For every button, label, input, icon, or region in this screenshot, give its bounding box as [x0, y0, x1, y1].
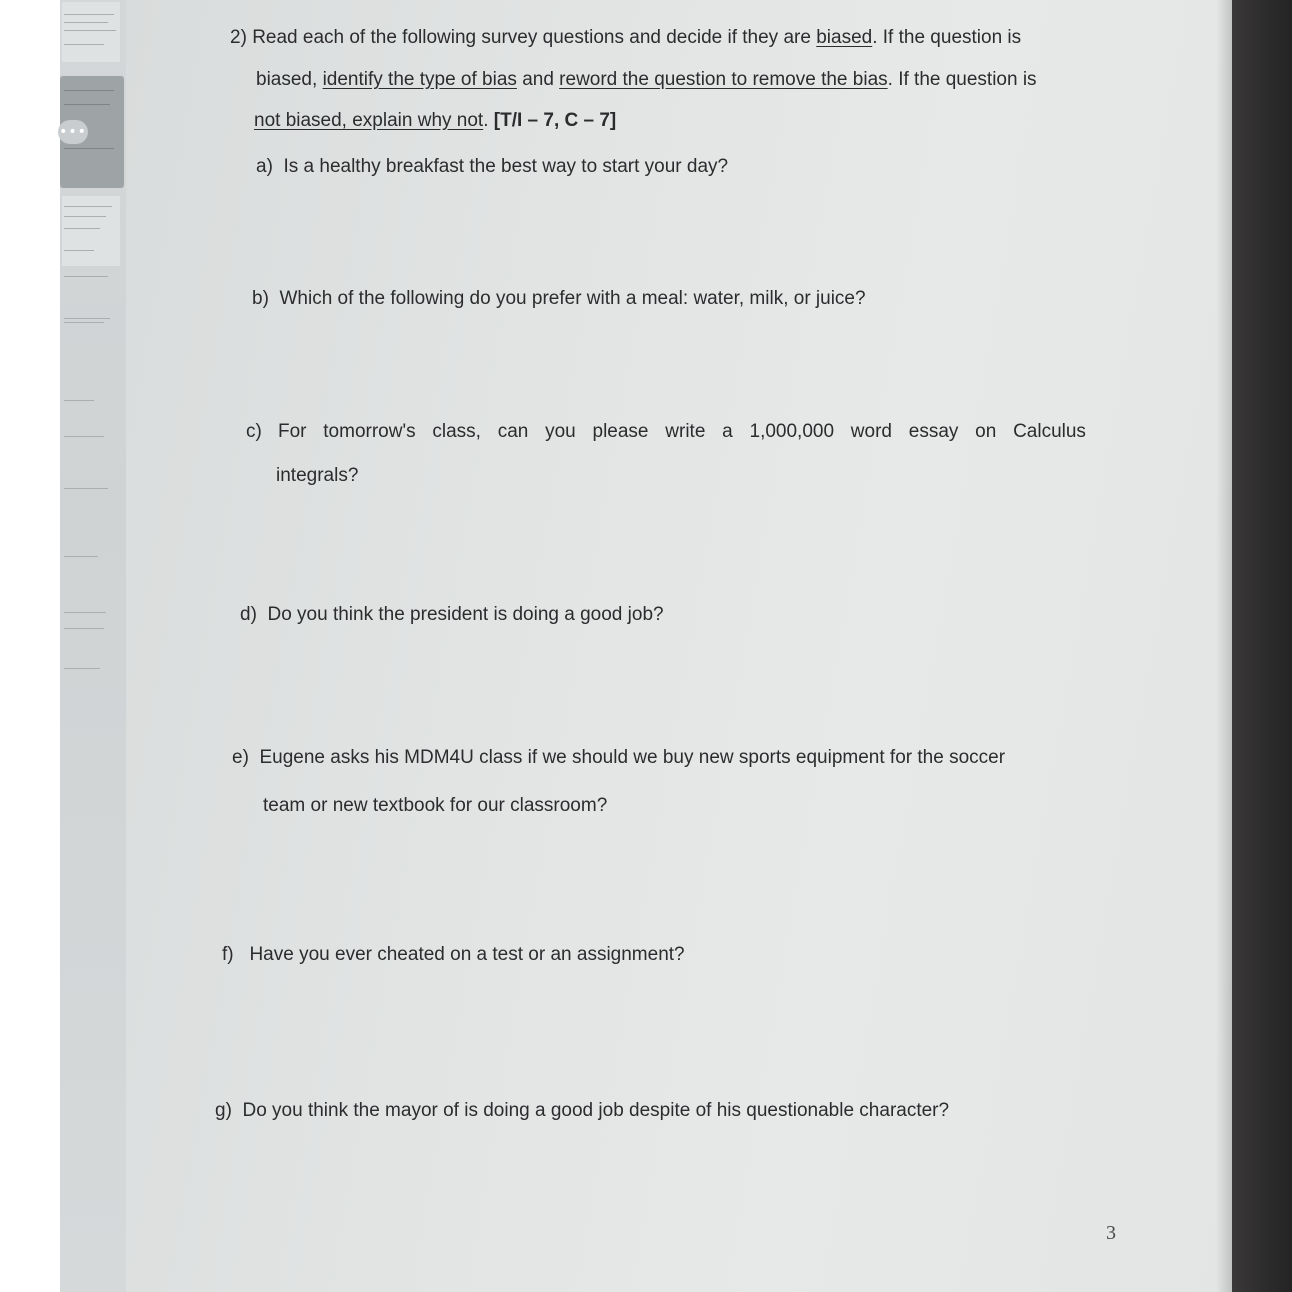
thumbnail-text-line [64, 488, 108, 489]
part-text: Eugene asks his MDM4U class if we should we buy new sports equipment for the soccer [259, 747, 1006, 768]
marks-badge: [T/I – 7, C – 7] [493, 110, 617, 131]
thumbnail-text-line [64, 22, 108, 23]
part-text: Do you think the mayor of is doing a good job despite of his questionable character? [242, 1100, 950, 1121]
thumbnail-text-line [64, 104, 110, 105]
thumbnail-text-line [64, 216, 106, 217]
part-text: Do you think the president is doing a good job? [267, 604, 664, 625]
part-b [252, 288, 866, 310]
thumbnail-text-line [64, 322, 104, 323]
thumbnail-text-line [64, 668, 100, 669]
page-thumbnail-sidebar[interactable] [60, 0, 127, 1292]
part-label: b) [252, 288, 269, 309]
part-e-line-1 [232, 747, 1005, 769]
thumbnail-text-line [64, 228, 100, 229]
identify-bias-phrase: identify the type of bias [322, 69, 517, 90]
thumbnail-text-line [64, 206, 112, 207]
thumbnail-text-line [64, 628, 104, 629]
thumbnail-text-line [64, 400, 94, 401]
thumbnail-text-line [64, 30, 116, 31]
page-thumbnail[interactable] [62, 2, 120, 62]
thumbnail-text-line [64, 90, 114, 91]
part-label: f) [222, 944, 234, 965]
thumbnail-text-line [64, 14, 114, 15]
question-number: 2) [230, 27, 247, 48]
thumbnail-text-line [64, 148, 114, 149]
part-label: e) [232, 747, 249, 768]
question-line-3: not biased, explain why not. [T/I – 7, C – 7] [254, 110, 617, 131]
part-label: g) [215, 1100, 232, 1121]
part-c-line-2: integrals? [276, 465, 359, 486]
thumbnail-text-line [64, 276, 108, 277]
part-label: a) [256, 156, 273, 177]
thumbnail-text-line [64, 556, 98, 557]
not-biased-phrase: not biased, explain why not [254, 110, 484, 131]
thumbnail-text-line [64, 436, 104, 437]
more-options-button[interactable] [58, 120, 88, 144]
page-edge-shadow [1216, 0, 1232, 1292]
thumbnail-text-line [64, 44, 104, 45]
thumbnail-text-line [64, 612, 106, 613]
biased-term: biased [816, 27, 873, 48]
part-c-line-1: For tomorrow's class, can you please write a 1,000,000 word essay on Calculus [278, 421, 1086, 442]
thumbnail-text-line [64, 250, 94, 251]
part-d [240, 604, 664, 626]
thumbnail-text-line [64, 318, 110, 319]
part-c-label: c) [246, 421, 262, 442]
part-g [215, 1100, 949, 1122]
document-page [126, 0, 1232, 1292]
part-e-line-2: team or new textbook for our classroom? [263, 795, 608, 816]
reword-question-phrase: reword the question to remove the bias [559, 69, 888, 90]
more-options-icon: ••• [59, 124, 87, 140]
part-f [222, 944, 685, 966]
question-line-1: 2) Read each of the following survey questions and decide if they are biased. If the question is [230, 27, 1022, 48]
part-a [256, 156, 728, 178]
part-label: d) [240, 604, 257, 625]
question-line-2: biased, identify the type of bias and reword the question to remove the bias. If the question is [256, 69, 1037, 90]
part-text: Is a healthy breakfast the best way to start your day? [283, 156, 729, 177]
page-number: 3 [1106, 1222, 1116, 1244]
monitor-bezel [1232, 0, 1292, 1292]
part-text: Which of the following do you prefer with a meal: water, milk, or juice? [279, 288, 866, 309]
part-text: Have you ever cheated on a test or an assignment? [249, 944, 685, 965]
